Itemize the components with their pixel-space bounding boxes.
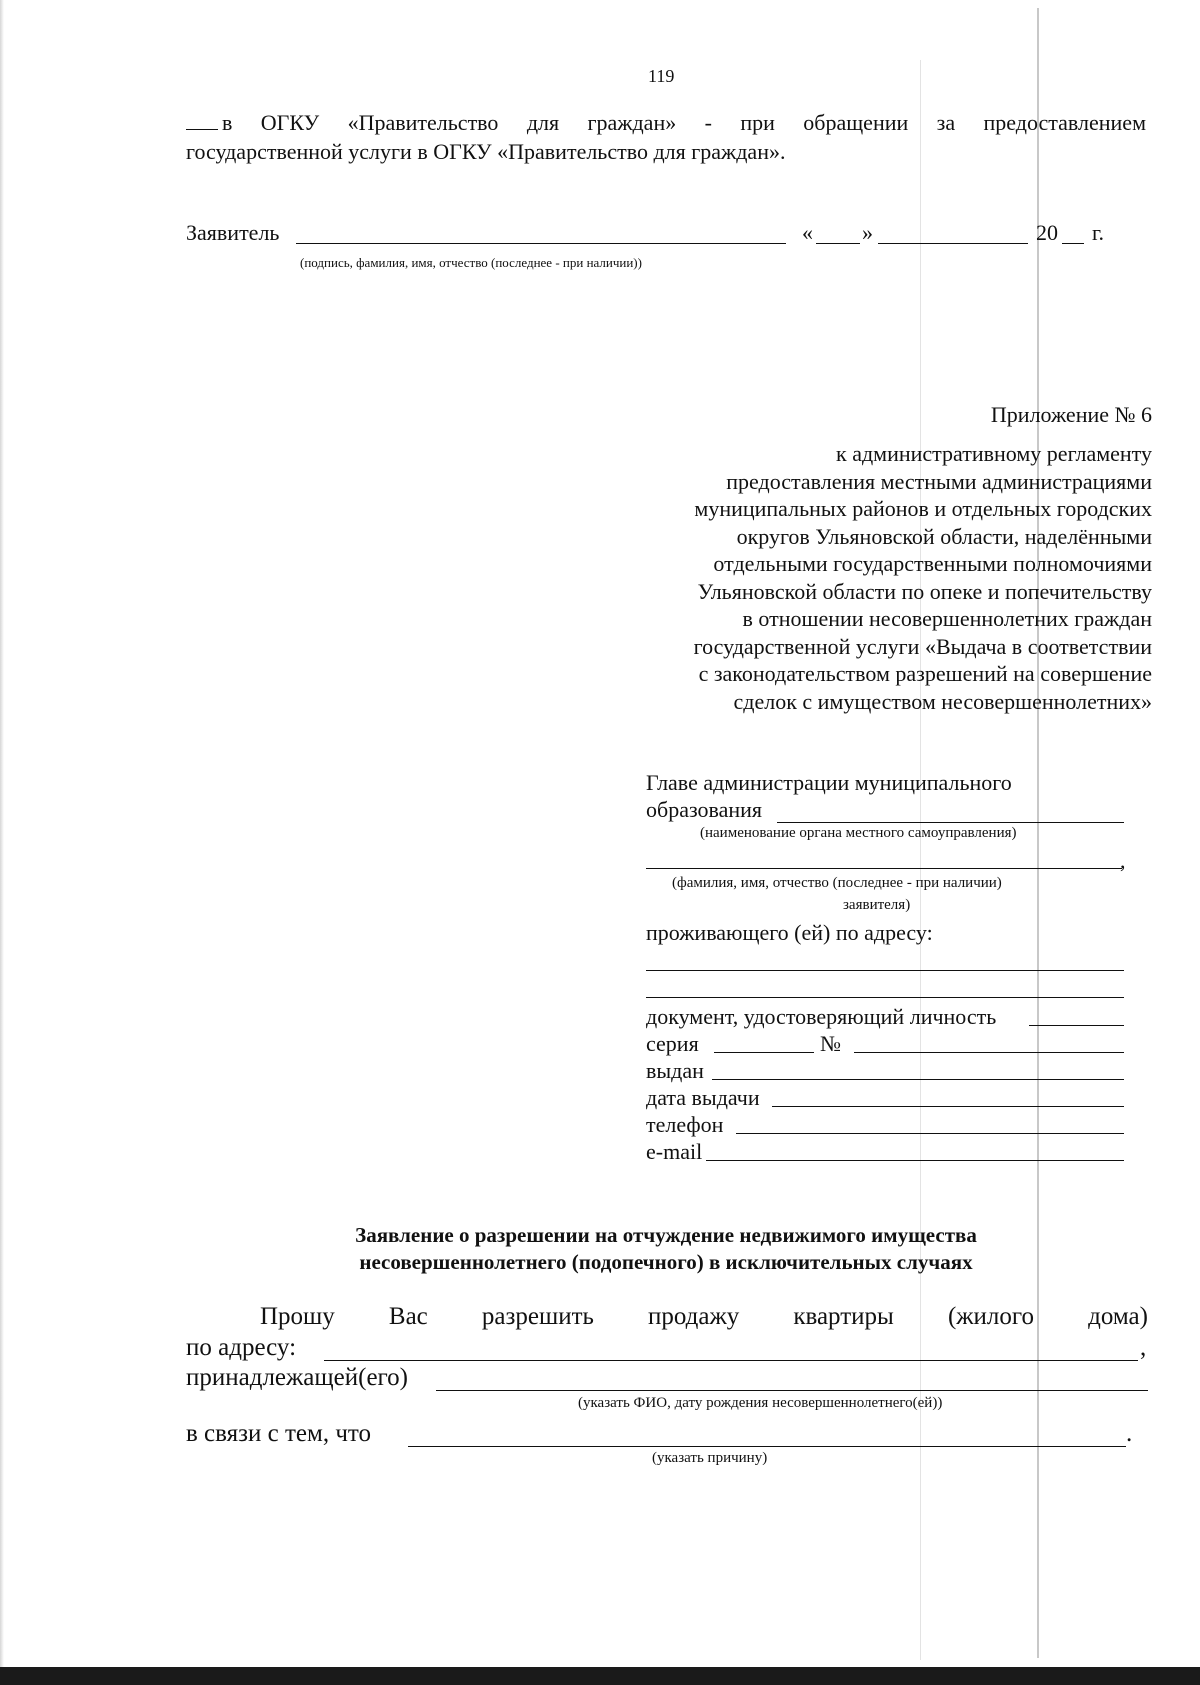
date-open-quote: «: [802, 220, 813, 245]
owner-hint: (указать ФИО, дату рождения несовершеннолетнего(ей)): [578, 1395, 943, 1411]
owner-field[interactable]: [436, 1390, 1148, 1391]
phone-label: телефон: [646, 1112, 724, 1137]
address-label: по адресу:: [186, 1334, 297, 1361]
series-label: серия: [646, 1031, 699, 1056]
word: -: [704, 110, 712, 135]
word: для: [526, 110, 560, 135]
appendix-line: государственной услуги «Выдача в соответствии: [693, 633, 1152, 659]
page-number: 119: [648, 66, 675, 86]
signature-field[interactable]: [296, 243, 786, 244]
date-close-quote: »: [862, 220, 873, 245]
word: продажу: [648, 1303, 740, 1330]
email-label: e-mail: [646, 1139, 703, 1164]
word: в: [186, 108, 232, 137]
year-prefix: 20: [1036, 220, 1058, 245]
request-line: [186, 1303, 1148, 1331]
municipality-field[interactable]: [777, 822, 1124, 823]
appendix-line: округов Ульяновской области, наделёнными: [736, 523, 1152, 549]
signature-hint: (подпись, фамилия, имя, отчество (последнее - при наличии)): [300, 255, 642, 270]
address-field-2[interactable]: [646, 997, 1124, 998]
id-document-field[interactable]: [1029, 1025, 1124, 1026]
appendix-line: Ульяновской области по опеке и попечительству: [697, 578, 1152, 604]
appendix-line: к административному регламенту: [836, 441, 1152, 466]
word: дома): [1088, 1303, 1148, 1330]
request-words: [186, 1303, 1148, 1331]
municipality-hint: (наименование органа местного самоуправления): [700, 825, 1017, 841]
applicant-name-field[interactable]: [646, 868, 1122, 869]
address-comma: ,: [1140, 1334, 1147, 1361]
word: (жилого: [947, 1303, 1035, 1330]
appendix-line: в отношении несовершеннолетних граждан: [742, 606, 1152, 631]
issued-field[interactable]: [712, 1079, 1124, 1080]
reason-period: .: [1126, 1420, 1133, 1447]
number-label: №: [820, 1031, 841, 1056]
reason-label: в связи с тем, что: [186, 1420, 371, 1447]
phone-field[interactable]: [736, 1133, 1124, 1134]
municipality-label: образования: [646, 797, 763, 822]
statement-title-line-1: Заявление о разрешении на отчуждение недвижимого имущества: [355, 1223, 977, 1247]
owner-label: принадлежащей(его): [186, 1364, 408, 1391]
year-abbrev: г.: [1092, 220, 1105, 245]
word: «Правительство: [347, 110, 499, 135]
word: предоставлением: [983, 110, 1146, 135]
id-document-label: документ, удостоверяющий личность: [646, 1004, 997, 1029]
addressee-head: Главе администрации муниципального: [646, 770, 1012, 795]
top-paragraph-line-2: государственной услуги в ОГКУ «Правительство для граждан».: [186, 139, 786, 164]
statement-title: [186, 1222, 1146, 1276]
word: квартиры: [793, 1303, 894, 1330]
scan-artifact-line: [1037, 8, 1039, 1658]
address-field-1[interactable]: [646, 970, 1124, 971]
email-field[interactable]: [706, 1160, 1124, 1161]
scan-bottom-bar: [0, 1667, 1200, 1685]
top-paragraph: [186, 108, 1146, 166]
appendix-line: сделок с имуществом несовершеннолетних»: [733, 688, 1152, 714]
property-address-field[interactable]: [324, 1360, 1138, 1361]
appendix-description: [592, 440, 1152, 715]
checkbox-blank-line: [186, 111, 218, 130]
reason-field[interactable]: [408, 1446, 1126, 1447]
applicant-name-comma: ,: [1120, 848, 1126, 873]
word: Прошу: [260, 1303, 335, 1330]
scan-edge-shadow: [0, 0, 4, 1685]
issue-date-field[interactable]: [772, 1106, 1124, 1107]
appendix-line: с законодательством разрешений на совершение: [698, 661, 1152, 686]
top-paragraph-line-1: [186, 108, 1146, 137]
word: граждан»: [587, 110, 677, 135]
series-field[interactable]: [714, 1052, 814, 1053]
appendix-line: предоставления местными администрациями: [726, 468, 1152, 494]
applicant-name-hint-1: (фамилия, имя, отчество (последнее - при наличии): [672, 875, 1002, 891]
appendix-line: муниципальных районов и отдельных городских: [694, 496, 1152, 521]
word: за: [936, 110, 956, 135]
word: обращении: [803, 110, 909, 135]
applicant-name-hint-2: заявителя): [843, 897, 911, 913]
applicant-label: Заявитель: [186, 220, 280, 245]
appendix-title: Приложение № 6: [990, 402, 1152, 427]
date-day-field[interactable]: [816, 243, 860, 244]
statement-title-line-2: несовершеннолетнего (подопечного) в исключительных случаях: [359, 1250, 973, 1274]
issued-label: выдан: [646, 1058, 704, 1083]
residing-label: проживающего (ей) по адресу:: [646, 920, 933, 945]
word: разрешить: [481, 1303, 594, 1330]
scan-artifact-line: [920, 60, 921, 1660]
issue-date-label: дата выдачи: [646, 1085, 760, 1110]
word: Вас: [388, 1303, 428, 1330]
year-suffix-field[interactable]: [1062, 243, 1084, 244]
word: ОГКУ: [260, 110, 320, 135]
date-month-field[interactable]: [878, 243, 1028, 244]
appendix-line: отдельными государственными полномочиями: [713, 551, 1152, 576]
number-field[interactable]: [854, 1052, 1124, 1053]
word: при: [740, 110, 775, 135]
reason-hint: (указать причину): [652, 1450, 768, 1466]
